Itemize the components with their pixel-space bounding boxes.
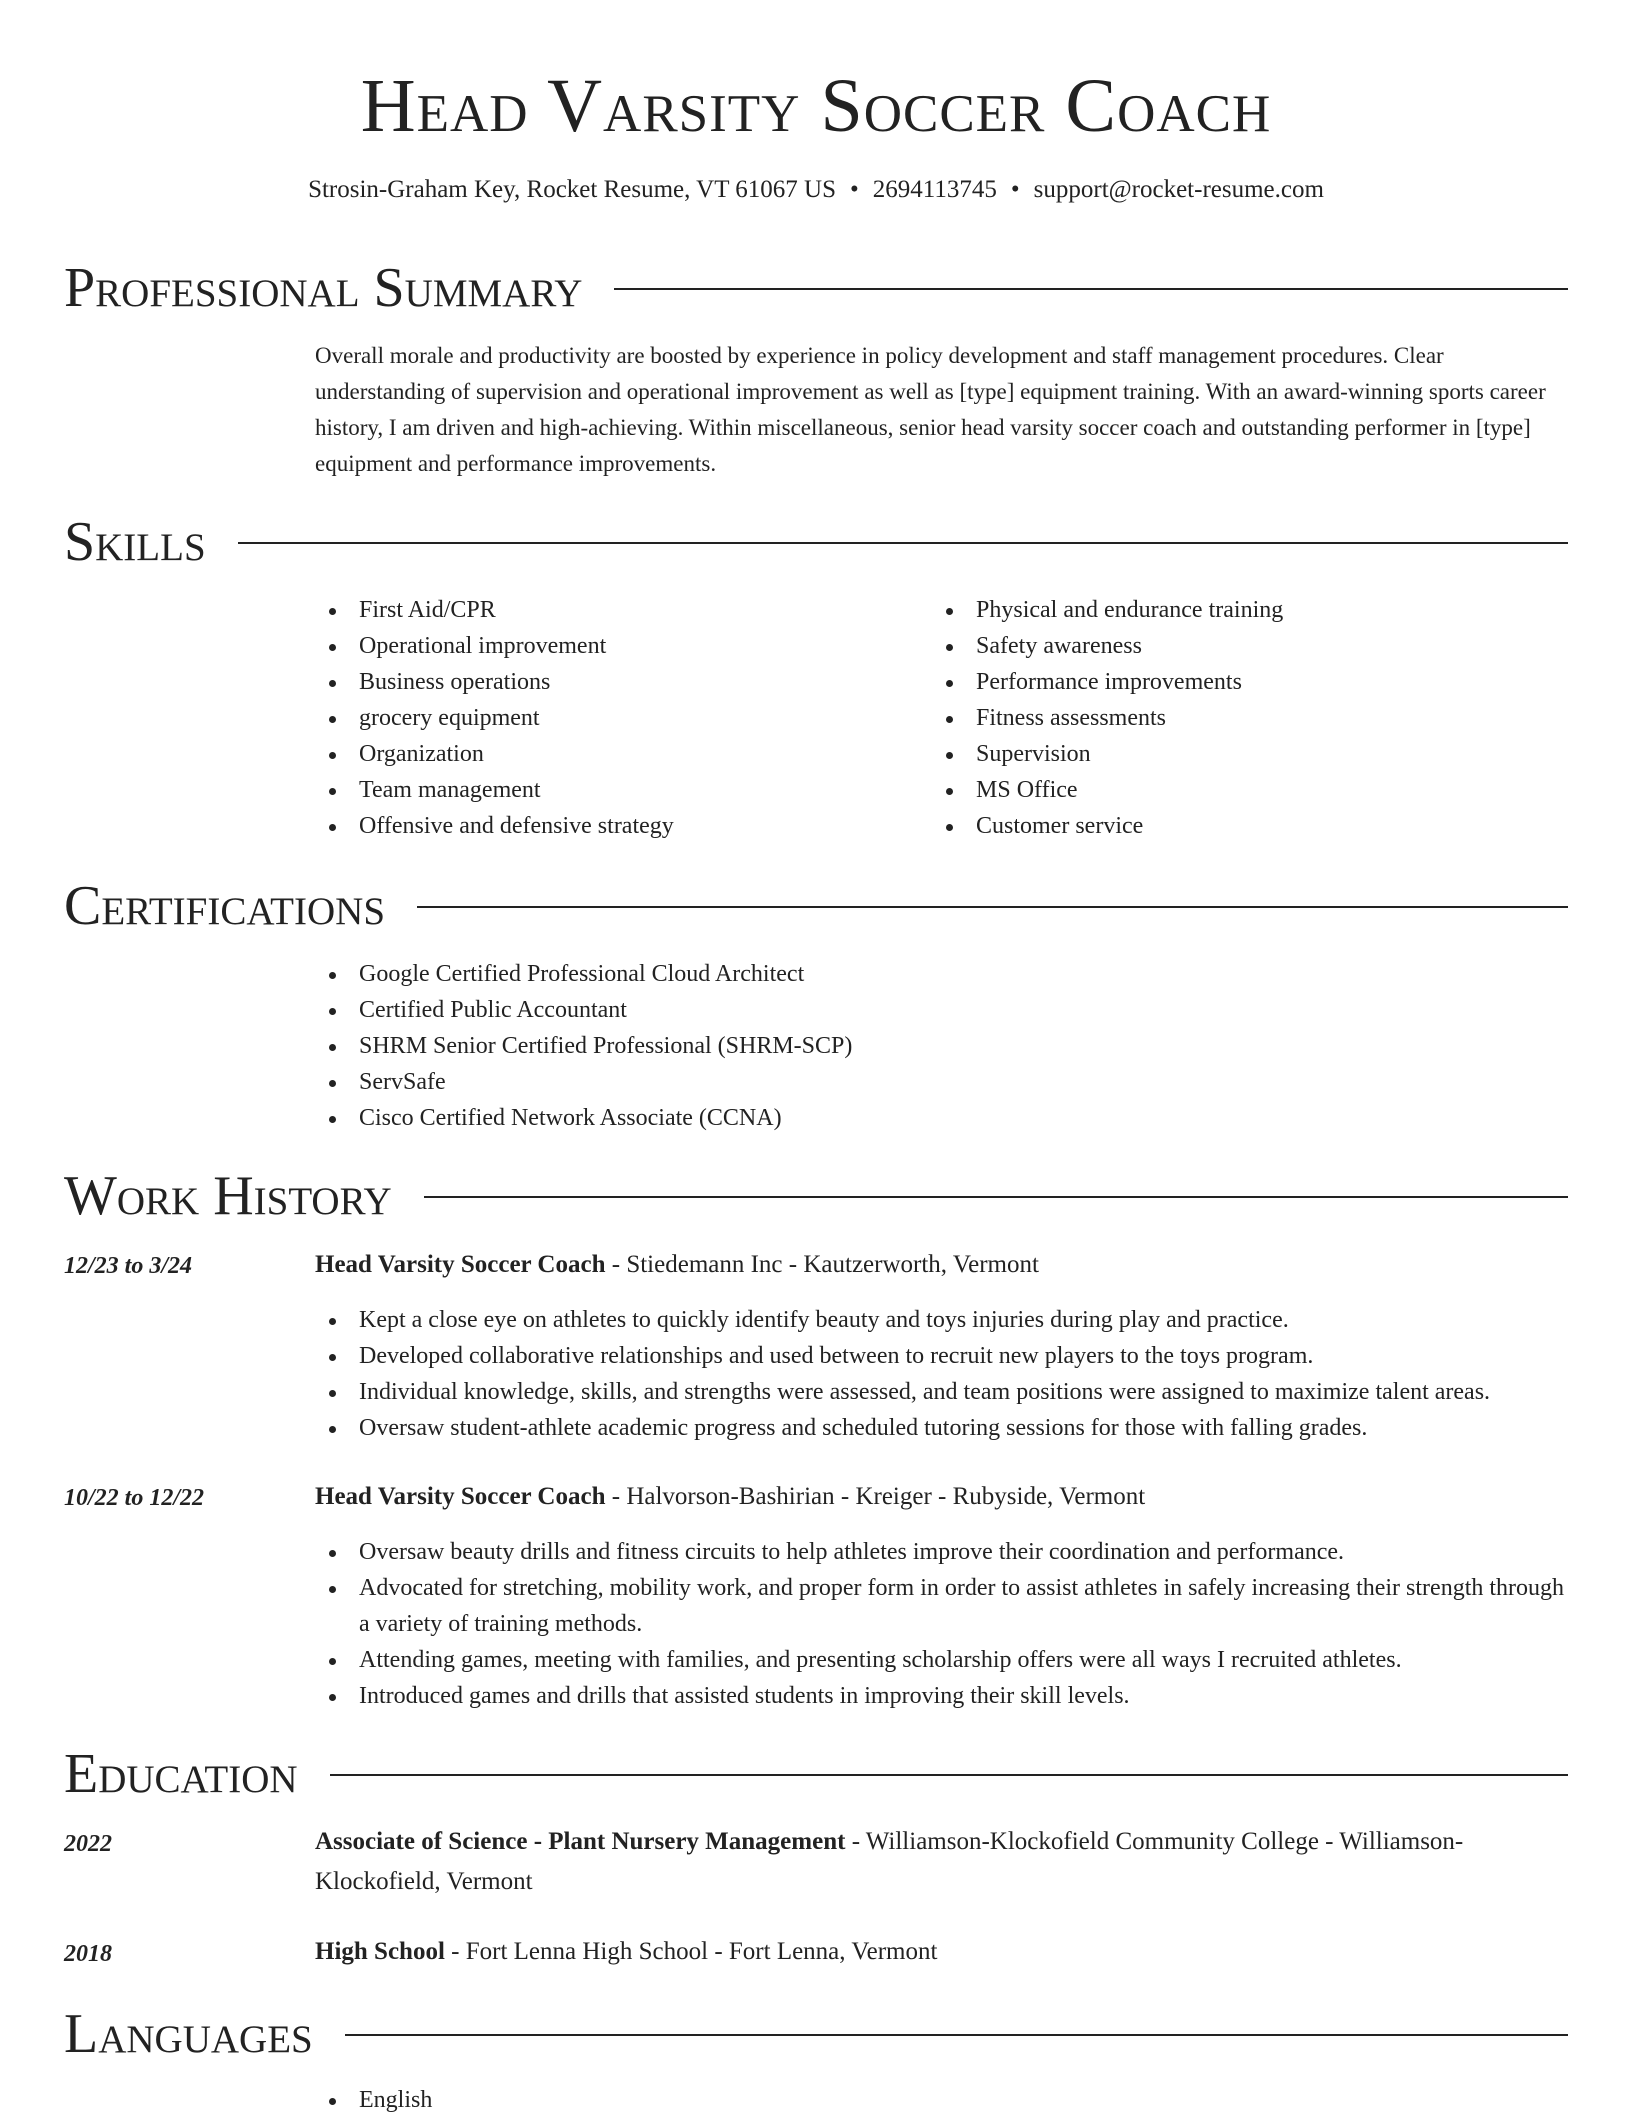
- skill-item: Operational improvement: [315, 628, 915, 664]
- languages-list: [315, 2082, 1570, 2118]
- language-item: English: [315, 2082, 1570, 2118]
- skill-item: Team management: [315, 772, 915, 808]
- section-divider: [424, 1196, 1568, 1198]
- skills-column-left: [315, 592, 915, 844]
- contact-line: [0, 174, 1632, 206]
- skill-item: Organization: [315, 736, 915, 772]
- work-entry-2-details: [315, 1534, 1570, 1714]
- skill-item: grocery equipment: [315, 700, 915, 736]
- education-degree: Associate of Science - Plant Nursery Management: [315, 1828, 846, 1855]
- work-title: Head Varsity Soccer Coach: [315, 1251, 606, 1278]
- skill-item: Performance improvements: [932, 664, 1532, 700]
- section-header-education: [64, 1742, 1568, 1806]
- education-school: - Williamson-Klockofield Community College - Williamson-Klockofield, Vermont: [315, 1828, 1464, 1895]
- work-bullet: Introduced games and drills that assisted students in improving their skill levels.: [315, 1678, 1570, 1714]
- section-divider: [330, 1774, 1568, 1776]
- skill-item: Safety awareness: [932, 628, 1532, 664]
- section-title: Certifications: [64, 875, 386, 937]
- skill-item: Fitness assessments: [932, 700, 1532, 736]
- section-divider: [417, 906, 1568, 908]
- skill-item: Supervision: [932, 736, 1532, 772]
- skill-item: Physical and endurance training: [932, 592, 1532, 628]
- section-header-certifications: [64, 874, 1568, 938]
- education-heading: [315, 1822, 1570, 1902]
- work-bullet: Attending games, meeting with families, and presenting scholarship offers were all ways I recruited athletes.: [315, 1642, 1570, 1678]
- education-date: 2018: [64, 1941, 112, 1967]
- section-title: Education: [64, 1743, 298, 1805]
- summary-text: Overall morale and productivity are boosted by experience in policy development and staff management procedures. Clear understanding of supervision and operational improvement as well as [type] equipment training. With an award-winning sports career history, I am driven and high-achieving. Within miscellaneous, senior head varsity soccer coach and outstanding performer in [type] equipment and performance improvements.: [315, 343, 1546, 476]
- work-title: Head Varsity Soccer Coach: [315, 1483, 606, 1510]
- skills-column-right: [932, 592, 1532, 844]
- section-divider: [345, 2034, 1568, 2036]
- certification-item: Certified Public Accountant: [315, 992, 1570, 1028]
- section-header-summary: [64, 256, 1568, 320]
- work-entry-1-details: [315, 1302, 1570, 1446]
- skill-item: MS Office: [932, 772, 1532, 808]
- work-heading: [315, 1245, 1570, 1285]
- certification-item: Google Certified Professional Cloud Architect: [315, 956, 1570, 992]
- contact-separator: •: [1010, 176, 1020, 203]
- skill-item: Business operations: [315, 664, 915, 700]
- work-bullet: Kept a close eye on athletes to quickly identify beauty and toys injuries during play and practice.: [315, 1302, 1570, 1338]
- education-school: - Fort Lenna High School - Fort Lenna, Vermont: [444, 1938, 938, 1965]
- section-header-work-history: [64, 1164, 1568, 1228]
- skill-item: First Aid/CPR: [315, 592, 915, 628]
- candidate-name: Head Varsity Soccer Coach: [360, 64, 1272, 148]
- skill-item: Offensive and defensive strategy: [315, 808, 915, 844]
- contact-separator: •: [850, 176, 859, 203]
- section-divider: [238, 542, 1568, 544]
- certifications-block: [315, 956, 1570, 1136]
- languages-block: [315, 2082, 1570, 2118]
- certification-item: Cisco Certified Network Associate (CCNA): [315, 1100, 1570, 1136]
- section-title: Languages: [64, 2003, 313, 2065]
- section-header-skills: [64, 510, 1568, 574]
- skill-item: Customer service: [932, 808, 1532, 844]
- work-employer: - Halvorson-Bashirian - Kreiger - Rubyside, Vermont: [605, 1483, 1146, 1510]
- work-date: 10/22 to 12/22: [64, 1485, 205, 1511]
- work-bullet: Individual knowledge, skills, and strengths were assessed, and team positions were assigned to maximize talent areas.: [315, 1374, 1570, 1410]
- education-degree: High School: [315, 1938, 445, 1965]
- work-bullet: Oversaw student-athlete academic progress and scheduled tutoring sessions for those with falling grades.: [315, 1410, 1570, 1446]
- section-header-languages: [64, 2002, 1568, 2066]
- contact-address: Strosin-Graham Key, Rocket Resume, VT 61067 US: [308, 176, 837, 203]
- education-heading: [315, 1932, 1570, 1972]
- certifications-list: [315, 956, 1570, 1136]
- contact-phone: 2694113745: [872, 176, 997, 203]
- contact-email[interactable]: support@rocket-resume.com: [1033, 176, 1324, 203]
- work-bullet: Developed collaborative relationships and used between to recruit new players to the toys program.: [315, 1338, 1570, 1374]
- work-heading: [315, 1477, 1570, 1517]
- work-employer: - Stiedemann Inc - Kautzerworth, Vermont: [605, 1251, 1039, 1278]
- section-title: Work History: [64, 1165, 392, 1227]
- work-date: 12/23 to 3/24: [64, 1253, 193, 1279]
- section-title: Skills: [64, 511, 206, 573]
- section-divider: [614, 288, 1568, 290]
- section-title: Professional Summary: [64, 257, 583, 319]
- work-bullet: Oversaw beauty drills and fitness circuits to help athletes improve their coordination and performance.: [315, 1534, 1570, 1570]
- education-date: 2022: [64, 1831, 112, 1857]
- certification-item: ServSafe: [315, 1064, 1570, 1100]
- work-bullets: [315, 1302, 1570, 1446]
- work-bullet: Advocated for stretching, mobility work, and proper form in order to assist athletes in safely increasing their strength through a variety of training methods.: [315, 1570, 1570, 1642]
- skills-list-right: [932, 592, 1532, 844]
- certification-item: SHRM Senior Certified Professional (SHRM-SCP): [315, 1028, 1570, 1064]
- work-bullets: [315, 1534, 1570, 1714]
- skills-list-left: [315, 592, 915, 844]
